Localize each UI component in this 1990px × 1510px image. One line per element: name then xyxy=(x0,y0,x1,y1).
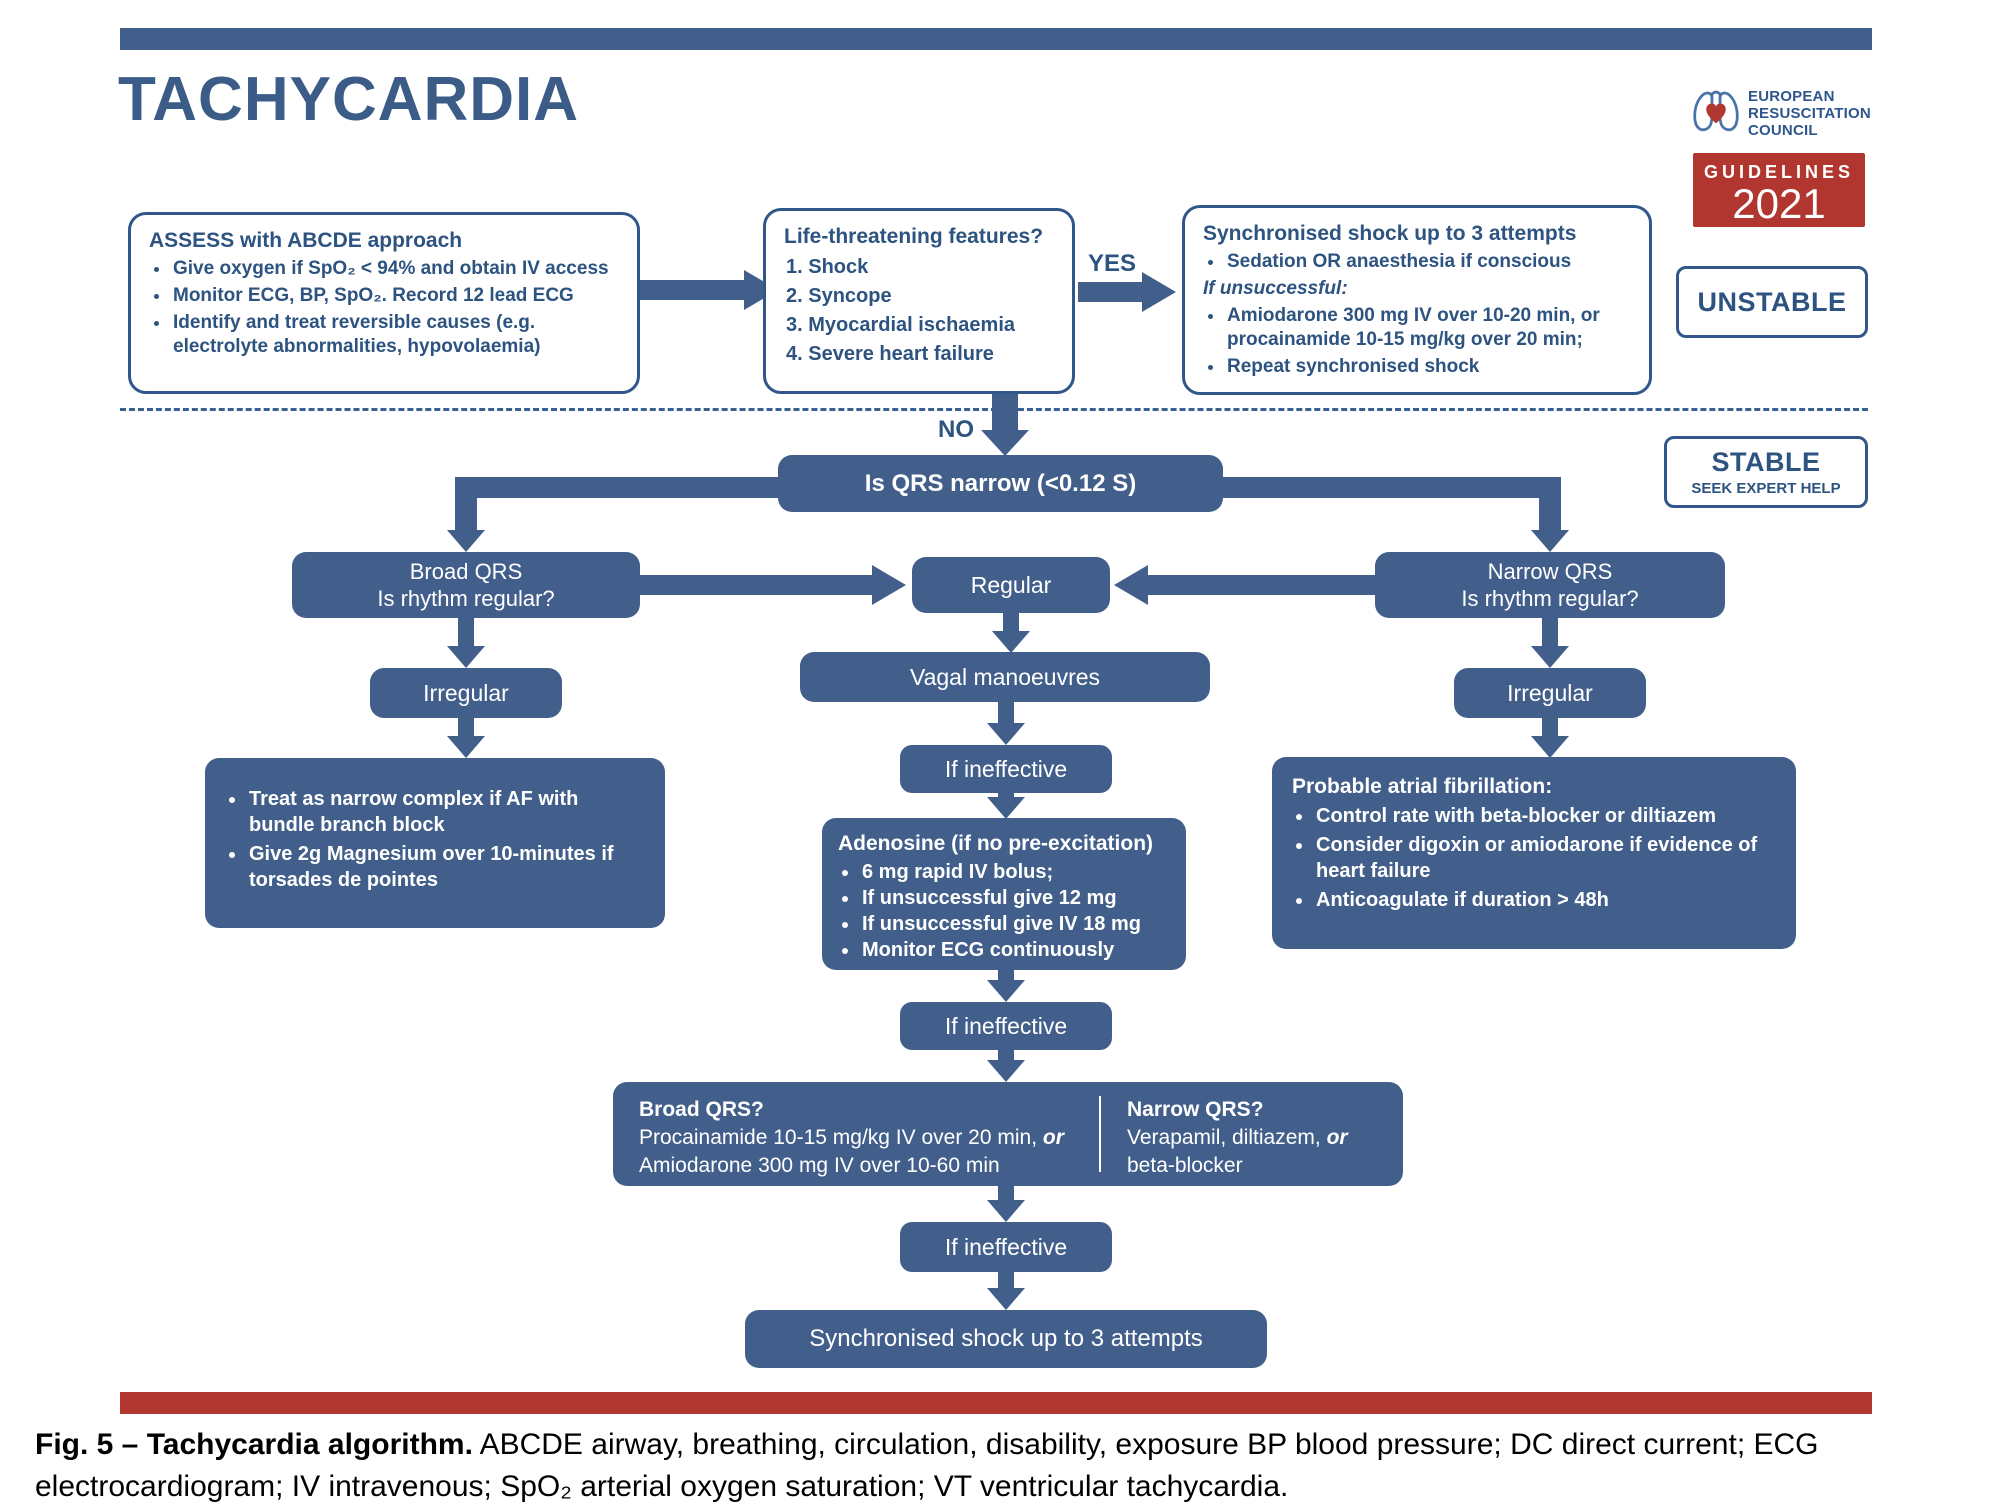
arrow-split-down-head xyxy=(987,1200,1025,1222)
shock-title: Synchronised shock up to 3 attempts xyxy=(1203,222,1577,245)
bullet-item: • Treat as narrow complex if AF with bundle branch block xyxy=(247,786,647,838)
synchronised-shock-box xyxy=(1182,205,1652,395)
connector-qrs-right-drop xyxy=(1539,477,1561,532)
caption-text: ABCDE airway, breathing, circulation, disability, exposure BP blood pressure; DC direct current; ECG electrocardiogram; IV intravenous; SpO₂ arterial oxygen saturation; VT ventricular tachycardia. xyxy=(35,1428,1819,1503)
bullet-item: • Consider digoxin or amiodarone if evidence of heart failure xyxy=(1314,832,1778,884)
bullet-item: • Control rate with beta-blocker or diltiazem xyxy=(1314,803,1778,829)
afib-title: Probable atrial fibrillation: xyxy=(1292,775,1553,798)
figure-caption xyxy=(35,1424,1965,1508)
bottom-rule-bar xyxy=(120,1392,1872,1414)
regular-box: Regular xyxy=(912,557,1110,613)
adenosine-title: Adenosine (if no pre-excitation) xyxy=(838,832,1154,855)
qrs-narrow-box: Is QRS narrow (<0.12 S) xyxy=(778,455,1223,512)
arrow-narrow-to-regular xyxy=(1148,575,1375,595)
connector-qrs-left-head xyxy=(447,530,485,552)
arrow-adenosine-down-head xyxy=(987,980,1025,1002)
arrow-broad-to-irregular-head xyxy=(447,646,485,668)
broad-irregular-treatment-box xyxy=(205,758,665,928)
feature-item: 1. Shock xyxy=(786,256,869,278)
final-synchronised-shock-box: Synchronised shock up to 3 attempts xyxy=(745,1310,1267,1368)
irregular-left-box: Irregular xyxy=(370,668,562,718)
arrow-narrow-to-irregular xyxy=(1542,618,1558,648)
page-title: TACHYCARDIA xyxy=(118,65,580,134)
arrow-to-split-box-head xyxy=(987,1060,1025,1082)
arrow-assess-to-features xyxy=(640,280,746,300)
arrow-regular-to-vagal xyxy=(1003,613,1019,633)
vagal-manoeuvres-box: Vagal manoeuvres xyxy=(800,652,1210,702)
feature-item: 3. Myocardial ischaemia xyxy=(786,314,1016,336)
connector-qrs-left xyxy=(455,477,785,498)
bullet-item: • Monitor ECG, BP, SpO₂. Record 12 lead ECG xyxy=(171,284,623,308)
bullet-item: • Identify and treat reversible causes (e.g. electrolyte abnormalities, hypovolaemia) xyxy=(171,311,623,359)
feature-item: 2. Syncope xyxy=(786,285,892,307)
connector-qrs-right-head xyxy=(1531,530,1569,552)
broad-qrs-box: Broad QRS Is rhythm regular? xyxy=(292,552,640,618)
arrow-no-head xyxy=(981,430,1029,456)
arrow-irregular-left-down-head xyxy=(447,736,485,758)
adenosine-box xyxy=(822,818,1186,970)
arrow-to-adenosine-head xyxy=(987,797,1025,819)
if-unsuccessful-note: If unsuccessful: xyxy=(1203,278,1348,299)
broad-qrs-drug-column: Broad QRS? Procainamide 10-15 mg/kg IV over 20 min, or Amiodarone 300 mg IV over 10-60 min xyxy=(639,1098,1064,1177)
arrow-irregular-left-down xyxy=(458,718,474,738)
arrow-irregular-right-down-head xyxy=(1531,736,1569,758)
arrow-broad-to-regular-head xyxy=(872,565,906,605)
erc-lungs-heart-icon xyxy=(1690,84,1742,145)
bullet-item: • Repeat synchronised shock xyxy=(1225,355,1635,379)
caption-figure-label: Fig. 5 – Tachycardia algorithm. xyxy=(35,1428,473,1461)
bullet-item: • Anticoagulate if duration > 48h xyxy=(1314,887,1778,913)
feature-item: 4. Severe heart failure xyxy=(786,343,994,365)
unstable-tag: UNSTABLE xyxy=(1676,266,1868,338)
arrow-vagal-to-ineffective-head xyxy=(987,723,1025,745)
if-ineffective-box-1: If ineffective xyxy=(900,745,1112,793)
arrow-narrow-to-regular-head xyxy=(1114,565,1148,605)
arrow-to-final-shock-head xyxy=(987,1288,1025,1310)
assess-title: ASSESS with ABCDE approach xyxy=(149,229,463,252)
bullet-item: • Give oxygen if SpO₂ < 94% and obtain IV access xyxy=(171,257,623,281)
connector-qrs-right xyxy=(1223,477,1553,498)
features-title: Life-threatening features? xyxy=(784,225,1044,248)
guidelines-banner: GUIDELINES 2021 xyxy=(1693,153,1865,227)
if-ineffective-box-2: If ineffective xyxy=(900,1002,1112,1050)
bullet-item: • 6 mg rapid IV bolus; xyxy=(860,860,1172,884)
assess-abcde-box xyxy=(128,212,640,394)
stable-tag: STABLE SEEK EXPERT HELP xyxy=(1664,436,1868,508)
erc-logo-block xyxy=(1690,84,1875,227)
bullet-item: • Give 2g Magnesium over 10-minutes if torsades de pointes xyxy=(247,841,647,893)
arrow-broad-to-irregular xyxy=(458,618,474,648)
arrow-vagal-to-ineffective xyxy=(998,702,1014,724)
if-ineffective-box-3: If ineffective xyxy=(900,1222,1112,1272)
top-rule-bar xyxy=(120,28,1872,50)
life-threatening-features-box xyxy=(763,208,1075,394)
irregular-right-box: Irregular xyxy=(1454,668,1646,718)
arrow-yes-head xyxy=(1142,272,1176,312)
bullet-item: • If unsuccessful give IV 18 mg xyxy=(860,912,1172,936)
connector-qrs-left-drop xyxy=(455,477,477,532)
bullet-item: • Monitor ECG continuously xyxy=(860,938,1172,962)
no-label: NO xyxy=(938,416,974,443)
bullet-item: • Amiodarone 300 mg IV over 10-20 min, or procainamide 10-15 mg/kg over 20 min; xyxy=(1225,304,1635,352)
yes-label: YES xyxy=(1088,250,1137,277)
atrial-fibrillation-box xyxy=(1272,757,1796,949)
arrow-narrow-to-irregular-head xyxy=(1531,646,1569,668)
bullet-item: • If unsuccessful give 12 mg xyxy=(860,886,1172,910)
arrow-broad-to-regular xyxy=(640,575,874,595)
erc-org-name: EUROPEAN RESUSCITATION COUNCIL xyxy=(1748,88,1871,139)
broad-narrow-drug-box xyxy=(613,1082,1403,1186)
bullet-item: • Sedation OR anaesthesia if conscious xyxy=(1225,250,1635,274)
arrow-regular-to-vagal-head xyxy=(992,631,1030,653)
narrow-qrs-drug-column: Narrow QRS? Verapamil, diltiazem, or beta-blocker xyxy=(1127,1098,1348,1177)
arrow-no xyxy=(992,394,1018,434)
narrow-qrs-box: Narrow QRS Is rhythm regular? xyxy=(1375,552,1725,618)
arrow-yes xyxy=(1078,282,1144,302)
arrow-irregular-right-down xyxy=(1542,718,1558,738)
